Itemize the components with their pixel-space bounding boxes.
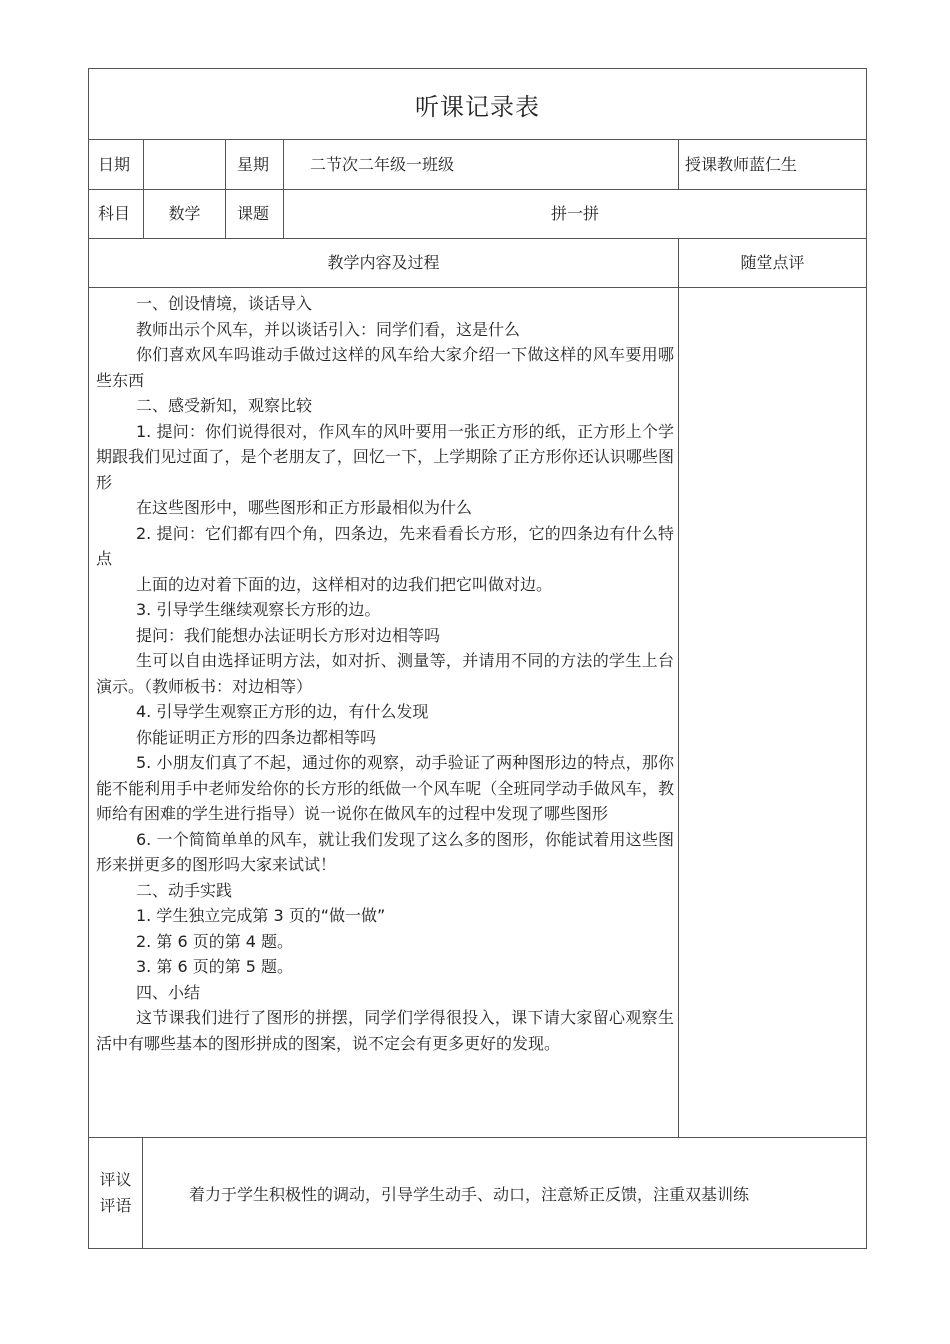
lesson-process-content xyxy=(96,291,674,1056)
content-paragraph: 4. 引导学生观察正方形的边，有什么发现 xyxy=(136,702,429,721)
column-divider xyxy=(225,139,226,238)
content-paragraph: 1. 提问：你们说得很对，作风车的风叶要用一张正方形的纸，正方形上个学期跟我们见过面了，是个老朋友了，回忆一下，上学期除了正方形你还认识哪些图形 xyxy=(96,421,674,492)
evaluation-text: 着力于学生积极性的调动，引导学生动手、动口，注意矫正反馈，注重双基训练 xyxy=(189,1184,750,1204)
content-paragraph: 在这些图形中，哪些图形和正方形最相似为什么 xyxy=(136,498,473,517)
page-title: 听课记录表 xyxy=(415,92,540,121)
content-paragraph: 生可以自由选择证明方法，如对折、测量等，并请用不同的方法的学生上台演示。（教师板书：对边相等） xyxy=(96,651,674,696)
weekday-label: 星期 xyxy=(237,154,270,174)
column-divider xyxy=(678,238,679,1137)
content-paragraph: 一、创设情境，谈话导入 xyxy=(136,294,313,313)
comment-header: 随堂点评 xyxy=(740,253,805,272)
content-paragraph: 提问：我们能想办法证明长方形对边相等吗 xyxy=(136,625,441,645)
content-paragraph: 二、感受新知，观察比较 xyxy=(136,396,313,415)
evaluation-label-line: 评语 xyxy=(99,1196,132,1215)
date-value xyxy=(144,140,225,189)
content-paragraph: 6. 一个简简单单的风车，就让我们发现了这么多的图形，你能试着用这些图形来拼更多的图形吗大家来试试！ xyxy=(96,829,674,874)
topic-label: 课题 xyxy=(237,204,270,223)
content-paragraph: 四、小结 xyxy=(136,982,201,1002)
content-paragraph: 5. 小朋友们真了不起，通过你的观察，动手验证了两种图形边的特点，那你能不能利用手中老师发给你的长方形的纸做一个风车呢（全班同学动手做风车，教师给有困难的学生进行指导）说一说你在做风车的过程中发现了哪些图形 xyxy=(96,753,674,823)
content-paragraph: 你能证明正方形的四条边都相等吗 xyxy=(136,727,377,747)
subject-value: 数学 xyxy=(168,204,201,223)
process-header: 教学内容及过程 xyxy=(327,253,440,272)
column-divider xyxy=(142,1137,143,1248)
content-paragraph: 2. 第 6 页的第 4 题。 xyxy=(136,931,294,951)
row-divider xyxy=(89,287,866,288)
content-paragraph: 3. 第 6 页的第 5 题。 xyxy=(136,957,294,976)
evaluation-label-line: 评议 xyxy=(99,1170,132,1189)
class-info: 二节次二年级一班级 xyxy=(310,154,455,174)
content-paragraph: 1. 学生独立完成第 3 页的“做一做” xyxy=(136,906,386,925)
column-divider xyxy=(678,139,679,189)
subject-label: 科目 xyxy=(98,204,131,223)
content-paragraph: 教师出示个风车，并以谈话引入：同学们看，这是什么 xyxy=(136,319,521,339)
date-label: 日期 xyxy=(98,154,131,174)
lesson-record-table xyxy=(88,68,867,1249)
content-paragraph: 二、动手实践 xyxy=(136,880,233,900)
content-paragraph: 上面的边对着下面的边，这样相对的边我们把它叫做对边。 xyxy=(136,574,553,594)
teacher-info: 授课教师蓝仁生 xyxy=(685,154,798,174)
content-paragraph: 3. 引导学生继续观察长方形的边。 xyxy=(136,600,381,619)
content-paragraph: 2. 提问：它们都有四个角，四条边，先来看看长方形，它的四条边有什么特点 xyxy=(96,523,674,568)
evaluation-label xyxy=(89,1138,142,1248)
content-paragraph: 这节课我们进行了图形的拼摆，同学们学得很投入，课下请大家留心观察生活中有哪些基本的图形拼成的图案，说不定会有更多更好的发现。 xyxy=(96,1008,674,1053)
content-paragraph: 你们喜欢风车吗谁动手做过这样的风车给大家介绍一下做这样的风车要用哪些东西 xyxy=(96,345,674,390)
topic-value: 拼一拼 xyxy=(550,204,599,223)
